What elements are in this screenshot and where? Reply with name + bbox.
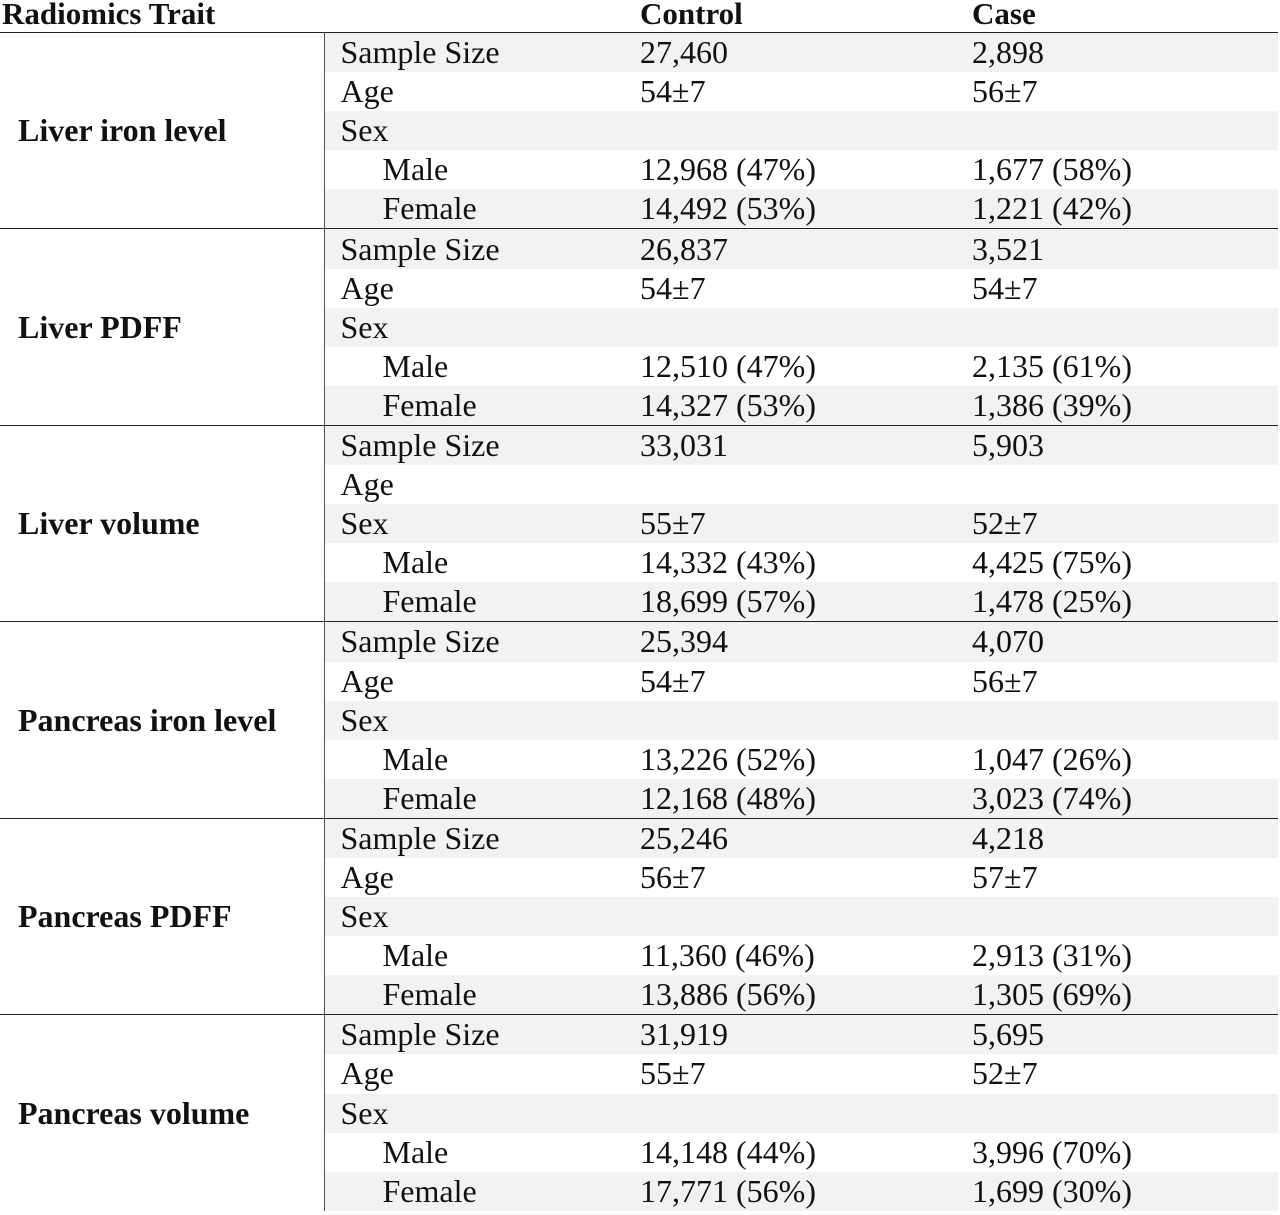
case-value bbox=[972, 111, 1278, 150]
control-value bbox=[640, 308, 972, 347]
case-value: 1,699 (30%) bbox=[972, 1172, 1278, 1211]
control-value: 14,327 (53%) bbox=[640, 386, 972, 426]
row-label: Sample Size bbox=[324, 1015, 640, 1055]
table-row bbox=[0, 425, 1278, 465]
case-value: 4,218 bbox=[972, 818, 1278, 858]
case-value: 1,478 (25%) bbox=[972, 582, 1278, 622]
trait-name: Pancreas volume bbox=[0, 1015, 324, 1211]
row-label: Female bbox=[324, 779, 640, 819]
case-value: 3,996 (70%) bbox=[972, 1133, 1278, 1172]
case-value: 2,898 bbox=[972, 33, 1278, 73]
control-value bbox=[640, 897, 972, 936]
control-value: 18,699 (57%) bbox=[640, 582, 972, 622]
trait-name: Pancreas iron level bbox=[0, 622, 324, 818]
case-value: 2,135 (61%) bbox=[972, 347, 1278, 386]
control-value: 56±7 bbox=[640, 858, 972, 897]
case-value: 56±7 bbox=[972, 662, 1278, 701]
case-value: 5,903 bbox=[972, 425, 1278, 465]
header-case: Case bbox=[972, 0, 1036, 31]
trait-name: Liver volume bbox=[0, 425, 324, 621]
case-value: 52±7 bbox=[972, 504, 1278, 543]
trait-group-pancreas-pdff bbox=[0, 818, 1278, 1014]
row-label: Age bbox=[324, 269, 640, 308]
control-value bbox=[640, 701, 972, 740]
case-value bbox=[972, 465, 1278, 504]
control-value: 55±7 bbox=[640, 504, 972, 543]
case-value: 52±7 bbox=[972, 1054, 1278, 1093]
table-row bbox=[0, 33, 1278, 73]
row-label: Female bbox=[324, 386, 640, 426]
case-value: 2,913 (31%) bbox=[972, 936, 1278, 975]
row-label: Sex bbox=[324, 308, 640, 347]
trait-group-liver-iron-level bbox=[0, 33, 1278, 229]
control-value: 54±7 bbox=[640, 269, 972, 308]
row-label: Female bbox=[324, 582, 640, 622]
control-value: 14,148 (44%) bbox=[640, 1133, 972, 1172]
row-label: Sex bbox=[324, 1094, 640, 1133]
trait-group-liver-volume bbox=[0, 425, 1278, 621]
row-label: Sample Size bbox=[324, 425, 640, 465]
trait-name: Liver iron level bbox=[0, 33, 324, 229]
case-value: 4,425 (75%) bbox=[972, 543, 1278, 582]
row-label: Male bbox=[324, 150, 640, 189]
case-value: 57±7 bbox=[972, 858, 1278, 897]
case-value: 5,695 bbox=[972, 1015, 1278, 1055]
control-value: 31,919 bbox=[640, 1015, 972, 1055]
row-label: Female bbox=[324, 189, 640, 229]
table-row bbox=[0, 1015, 1278, 1055]
row-label: Sex bbox=[324, 701, 640, 740]
control-value: 13,226 (52%) bbox=[640, 740, 972, 779]
header-control: Control bbox=[640, 0, 743, 31]
row-label: Age bbox=[324, 858, 640, 897]
row-label: Male bbox=[324, 543, 640, 582]
row-label: Female bbox=[324, 1172, 640, 1211]
case-value: 1,386 (39%) bbox=[972, 386, 1278, 426]
row-label: Sample Size bbox=[324, 622, 640, 662]
row-label: Male bbox=[324, 1133, 640, 1172]
trait-name: Liver PDFF bbox=[0, 229, 324, 425]
row-label: Sex bbox=[324, 897, 640, 936]
case-value: 3,521 bbox=[972, 229, 1278, 269]
row-label: Sex bbox=[324, 111, 640, 150]
row-label: Male bbox=[324, 936, 640, 975]
row-label: Male bbox=[324, 347, 640, 386]
row-label: Age bbox=[324, 1054, 640, 1093]
control-value: 13,886 (56%) bbox=[640, 975, 972, 1015]
case-value: 1,047 (26%) bbox=[972, 740, 1278, 779]
case-value: 4,070 bbox=[972, 622, 1278, 662]
table-row bbox=[0, 622, 1278, 662]
case-value: 1,677 (58%) bbox=[972, 150, 1278, 189]
control-value: 12,510 (47%) bbox=[640, 347, 972, 386]
row-label: Age bbox=[324, 662, 640, 701]
trait-group-pancreas-volume bbox=[0, 1015, 1278, 1211]
header-radiomics-trait: Radiomics Trait bbox=[2, 0, 216, 31]
case-value: 1,305 (69%) bbox=[972, 975, 1278, 1015]
row-label: Age bbox=[324, 72, 640, 111]
case-value bbox=[972, 308, 1278, 347]
control-value: 54±7 bbox=[640, 662, 972, 701]
table-row bbox=[0, 818, 1278, 858]
trait-name: Pancreas PDFF bbox=[0, 818, 324, 1014]
case-value: 1,221 (42%) bbox=[972, 189, 1278, 229]
control-value: 11,360 (46%) bbox=[640, 936, 972, 975]
control-value bbox=[640, 111, 972, 150]
control-value bbox=[640, 465, 972, 504]
row-label: Age bbox=[324, 465, 640, 504]
trait-group-pancreas-iron-level bbox=[0, 622, 1278, 818]
control-value: 12,168 (48%) bbox=[640, 779, 972, 819]
case-value bbox=[972, 701, 1278, 740]
header-row bbox=[0, 0, 1278, 33]
control-value: 25,246 bbox=[640, 818, 972, 858]
row-label: Sex bbox=[324, 504, 640, 543]
control-value: 25,394 bbox=[640, 622, 972, 662]
row-label: Female bbox=[324, 975, 640, 1015]
trait-group-liver-pdff bbox=[0, 229, 1278, 425]
case-value: 3,023 (74%) bbox=[972, 779, 1278, 819]
control-value: 55±7 bbox=[640, 1054, 972, 1093]
case-value bbox=[972, 1094, 1278, 1133]
control-value: 27,460 bbox=[640, 33, 972, 73]
table-header bbox=[0, 0, 1278, 33]
header-row-label bbox=[324, 0, 640, 33]
row-label: Sample Size bbox=[324, 818, 640, 858]
row-label: Sample Size bbox=[324, 33, 640, 73]
control-value: 33,031 bbox=[640, 425, 972, 465]
table-row bbox=[0, 229, 1278, 269]
case-value bbox=[972, 897, 1278, 936]
case-value: 56±7 bbox=[972, 72, 1278, 111]
row-label: Sample Size bbox=[324, 229, 640, 269]
control-value bbox=[640, 1094, 972, 1133]
case-value: 54±7 bbox=[972, 269, 1278, 308]
row-label: Male bbox=[324, 740, 640, 779]
control-value: 17,771 (56%) bbox=[640, 1172, 972, 1211]
control-value: 14,332 (43%) bbox=[640, 543, 972, 582]
control-value: 12,968 (47%) bbox=[640, 150, 972, 189]
control-value: 14,492 (53%) bbox=[640, 189, 972, 229]
control-value: 54±7 bbox=[640, 72, 972, 111]
control-value: 26,837 bbox=[640, 229, 972, 269]
